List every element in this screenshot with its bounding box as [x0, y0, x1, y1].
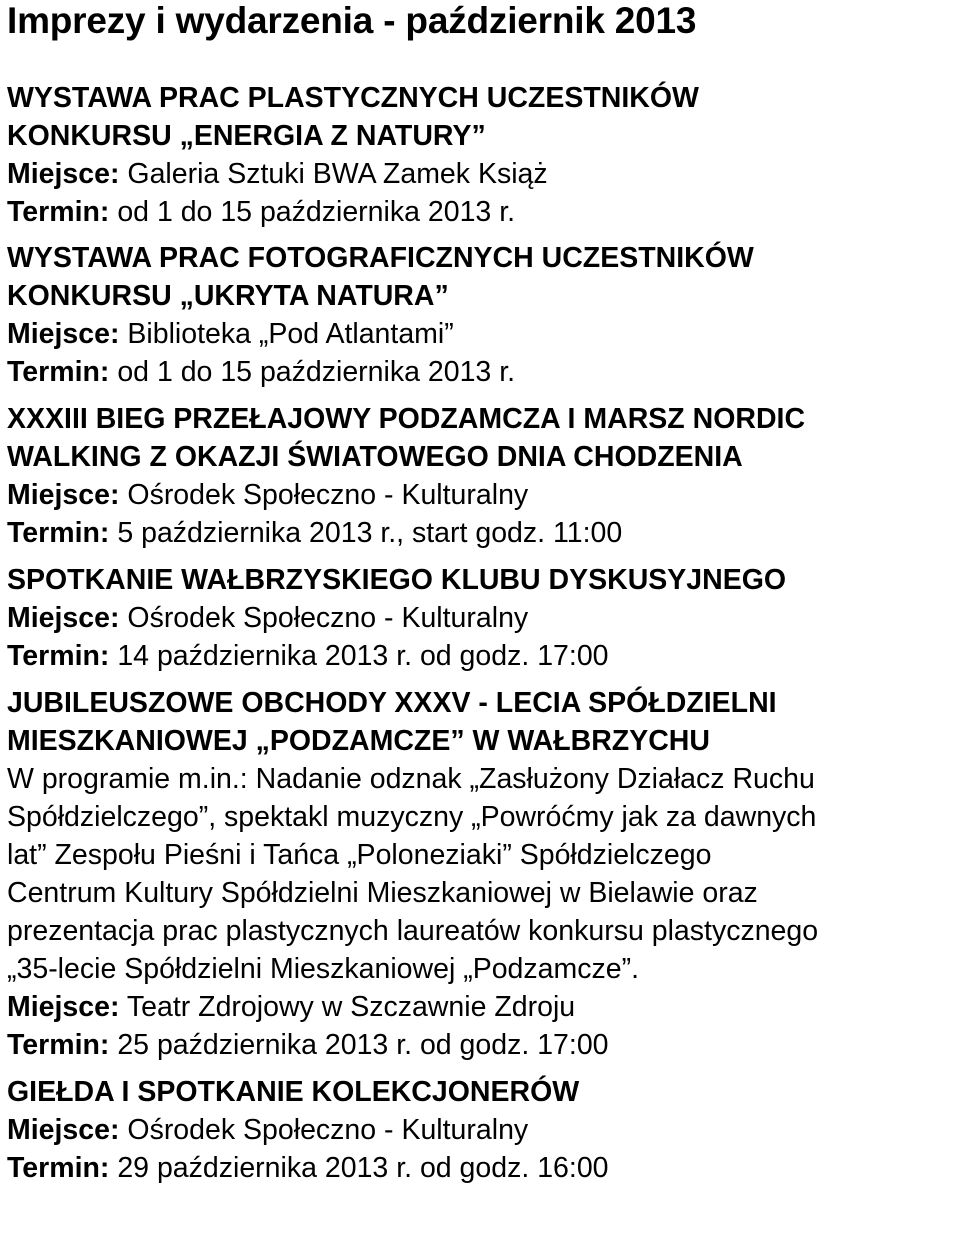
event-heading: KONKURSU „ENERGIA Z NATURY” — [7, 120, 486, 152]
event-item — [7, 1073, 960, 1187]
term-label: Termin: — [7, 356, 110, 388]
event-term — [7, 514, 960, 552]
place-value: Galeria Sztuki BWA Zamek Książ — [119, 158, 548, 190]
place-value: Ośrodek Społeczno - Kulturalny — [119, 1114, 529, 1146]
event-place — [7, 1111, 960, 1149]
event-item — [7, 79, 960, 231]
event-item — [7, 400, 960, 552]
place-label: Miejsce: — [7, 1114, 120, 1146]
place-label: Miejsce: — [7, 158, 120, 190]
term-value: 25 października 2013 r. od godz. 17:00 — [109, 1029, 609, 1061]
event-place — [7, 988, 960, 1026]
term-value: od 1 do 15 października 2013 r. — [109, 356, 516, 388]
place-value: Teatr Zdrojowy w Szczawnie Zdroju — [119, 991, 576, 1023]
term-label: Termin: — [7, 196, 110, 228]
place-value: Biblioteka „Pod Atlantami” — [119, 318, 454, 350]
place-value: Ośrodek Społeczno - Kulturalny — [119, 479, 529, 511]
program-line: W programie m.in.: Nadanie odznak „Zasłużony Działacz Ruchu — [7, 763, 815, 795]
event-term — [7, 1026, 960, 1064]
event-term — [7, 353, 960, 391]
term-label: Termin: — [7, 517, 110, 549]
program-line: prezentacja prac plastycznych laureatów konkursu plastycznego — [7, 915, 819, 947]
event-item — [7, 684, 960, 1064]
event-heading: WYSTAWA PRAC FOTOGRAFICZNYCH UCZESTNIKÓW — [7, 242, 754, 274]
page-title: Imprezy i wydarzenia - październik 2013 — [7, 0, 697, 41]
event-term — [7, 637, 960, 675]
term-label: Termin: — [7, 1029, 110, 1061]
place-label: Miejsce: — [7, 602, 120, 634]
event-heading: JUBILEUSZOWE OBCHODY XXXV - LECIA SPÓŁDZIELNI — [7, 687, 777, 719]
program-line: Centrum Kultury Spółdzielni Mieszkaniowej w Bielawie oraz — [7, 877, 758, 909]
event-place — [7, 599, 960, 637]
term-value: 14 października 2013 r. od godz. 17:00 — [109, 640, 609, 672]
event-place — [7, 476, 960, 514]
program-line: Spółdzielczego”, spektakl muzyczny „Powróćmy jak za dawnych — [7, 801, 817, 833]
place-label: Miejsce: — [7, 991, 120, 1023]
place-label: Miejsce: — [7, 479, 120, 511]
event-place — [7, 155, 960, 193]
program-line: lat” Zespołu Pieśni i Tańca „Poloneziaki” Spółdzielczego — [7, 839, 712, 871]
event-heading: MIESZKANIOWEJ „PODZAMCZE” W WAŁBRZYCHU — [7, 725, 710, 757]
event-heading: WYSTAWA PRAC PLASTYCZNYCH UCZESTNIKÓW — [7, 82, 699, 114]
term-value: 29 października 2013 r. od godz. 16:00 — [109, 1152, 609, 1184]
event-heading: WALKING Z OKAZJI ŚWIATOWEGO DNIA CHODZENIA — [7, 441, 743, 473]
event-heading: KONKURSU „UKRYTA NATURA” — [7, 280, 449, 312]
term-value: 5 października 2013 r., start godz. 11:00 — [109, 517, 623, 549]
event-item — [7, 561, 960, 675]
term-label: Termin: — [7, 640, 110, 672]
event-term — [7, 193, 960, 231]
term-value: od 1 do 15 października 2013 r. — [109, 196, 516, 228]
program-line: „35-lecie Spółdzielni Mieszkaniowej „Podzamcze”. — [7, 953, 640, 985]
event-item — [7, 239, 960, 391]
place-label: Miejsce: — [7, 318, 120, 350]
event-term — [7, 1149, 960, 1187]
event-place — [7, 315, 960, 353]
term-label: Termin: — [7, 1152, 110, 1184]
place-value: Ośrodek Społeczno - Kulturalny — [119, 602, 529, 634]
event-heading: GIEŁDA I SPOTKANIE KOLEKCJONERÓW — [7, 1076, 580, 1108]
event-heading: SPOTKANIE WAŁBRZYSKIEGO KLUBU DYSKUSYJNEGO — [7, 564, 787, 596]
event-heading: XXXIII BIEG PRZEŁAJOWY PODZAMCZA I MARSZ NORDIC — [7, 403, 806, 435]
